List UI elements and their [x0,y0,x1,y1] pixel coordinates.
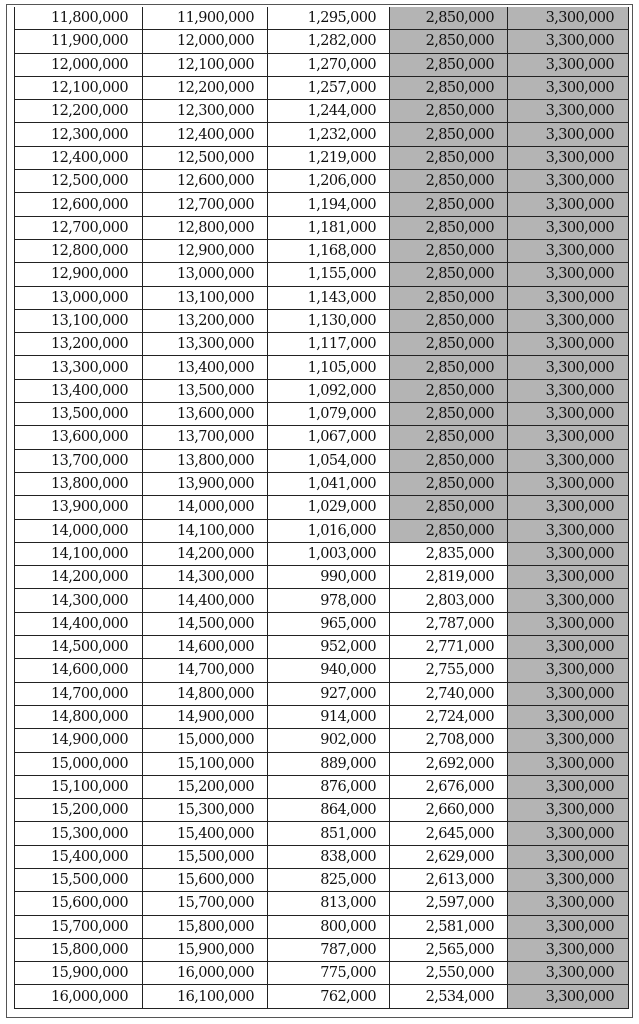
table-cell: 2,850,000 [390,146,508,169]
table-cell: 2,850,000 [390,239,508,262]
table-cell: 1,282,000 [268,30,390,53]
table-row [15,216,629,239]
table-row [15,799,629,822]
table-cell: 3,300,000 [508,915,629,938]
table-cell: 990,000 [268,566,390,589]
table-cell: 3,300,000 [508,356,629,379]
table-row [15,403,629,426]
table-cell: 12,700,000 [143,193,268,216]
table-cell: 15,900,000 [143,938,268,961]
table-cell: 1,016,000 [268,519,390,542]
table-cell: 12,400,000 [143,123,268,146]
table-cell: 13,900,000 [143,472,268,495]
table-cell: 13,200,000 [143,309,268,332]
table-cell: 14,200,000 [143,542,268,565]
table-cell: 14,500,000 [143,612,268,635]
table-row [15,30,629,53]
table-cell: 14,300,000 [15,589,143,612]
table-cell: 13,000,000 [15,286,143,309]
table-cell: 927,000 [268,682,390,705]
table-row [15,100,629,123]
table-row [15,309,629,332]
table-cell: 3,300,000 [508,100,629,123]
table-cell: 15,000,000 [15,752,143,775]
table-cell: 2,740,000 [390,682,508,705]
table-cell: 13,300,000 [143,333,268,356]
table-row [15,845,629,868]
table-row [15,705,629,728]
table-row [15,7,629,30]
table-cell: 3,300,000 [508,426,629,449]
table-cell: 1,092,000 [268,379,390,402]
table-cell: 1,219,000 [268,146,390,169]
table-cell: 14,400,000 [15,612,143,635]
table-cell: 1,130,000 [268,309,390,332]
table-cell: 2,597,000 [390,892,508,915]
table-cell: 12,200,000 [15,100,143,123]
table-cell: 11,800,000 [15,7,143,30]
table-cell: 14,100,000 [143,519,268,542]
table-cell: 2,803,000 [390,589,508,612]
table-cell: 3,300,000 [508,962,629,985]
table-row [15,892,629,915]
table-cell: 3,300,000 [508,170,629,193]
table-row [15,752,629,775]
table-cell: 2,660,000 [390,799,508,822]
table-row [15,915,629,938]
table-row [15,170,629,193]
table-cell: 13,700,000 [143,426,268,449]
table-cell: 12,800,000 [15,239,143,262]
table-cell: 14,800,000 [15,705,143,728]
table-cell: 16,000,000 [15,985,143,1008]
table-cell: 3,300,000 [508,496,629,519]
table-row [15,472,629,495]
table-row [15,589,629,612]
table-cell: 15,100,000 [15,775,143,798]
table-cell: 3,300,000 [508,729,629,752]
table-cell: 12,100,000 [15,76,143,99]
table-cell: 12,700,000 [15,216,143,239]
table-cell: 13,800,000 [15,472,143,495]
table-cell: 2,850,000 [390,519,508,542]
table-cell: 13,800,000 [143,449,268,472]
table-cell: 15,100,000 [143,752,268,775]
table-row [15,938,629,961]
table-cell: 15,200,000 [15,799,143,822]
table-cell: 2,850,000 [390,216,508,239]
table-cell: 3,300,000 [508,519,629,542]
table-cell: 800,000 [268,915,390,938]
table-cell: 762,000 [268,985,390,1008]
table-cell: 1,105,000 [268,356,390,379]
table-cell: 15,900,000 [15,962,143,985]
table-cell: 1,257,000 [268,76,390,99]
table-cell: 2,850,000 [390,426,508,449]
table-row [15,962,629,985]
table-cell: 13,300,000 [15,356,143,379]
table-cell: 12,600,000 [15,193,143,216]
table-cell: 2,787,000 [390,612,508,635]
table-cell: 2,629,000 [390,845,508,868]
table-cell: 2,565,000 [390,938,508,961]
table-cell: 3,300,000 [508,7,629,30]
table-cell: 3,300,000 [508,752,629,775]
table-cell: 2,850,000 [390,286,508,309]
table-cell: 15,300,000 [15,822,143,845]
table-cell: 3,300,000 [508,76,629,99]
table-cell: 2,835,000 [390,542,508,565]
table-cell: 2,850,000 [390,472,508,495]
table-cell: 3,300,000 [508,938,629,961]
table-cell: 3,300,000 [508,822,629,845]
table-cell: 12,500,000 [143,146,268,169]
table-row [15,659,629,682]
table-cell: 914,000 [268,705,390,728]
table-row [15,636,629,659]
table-cell: 12,100,000 [143,53,268,76]
table-cell: 1,155,000 [268,263,390,286]
table-cell: 14,900,000 [15,729,143,752]
table-row [15,985,629,1008]
table-row [15,123,629,146]
table-cell: 12,300,000 [143,100,268,123]
table-row [15,286,629,309]
table-cell: 14,500,000 [15,636,143,659]
table-cell: 11,900,000 [143,7,268,30]
table-row [15,263,629,286]
table-cell: 15,700,000 [143,892,268,915]
table-row [15,868,629,891]
table-row [15,379,629,402]
table-row [15,53,629,76]
table-cell: 3,300,000 [508,659,629,682]
table-cell: 3,300,000 [508,542,629,565]
table-cell: 3,300,000 [508,30,629,53]
table-cell: 13,200,000 [15,333,143,356]
table-cell: 3,300,000 [508,705,629,728]
table-cell: 13,000,000 [143,263,268,286]
table-cell: 1,054,000 [268,449,390,472]
table-cell: 15,500,000 [15,868,143,891]
table-cell: 1,029,000 [268,496,390,519]
table-cell: 14,100,000 [15,542,143,565]
table-cell: 3,300,000 [508,775,629,798]
table-cell: 15,600,000 [15,892,143,915]
table-cell: 13,500,000 [143,379,268,402]
table-cell: 3,300,000 [508,472,629,495]
table-cell: 940,000 [268,659,390,682]
table-cell: 2,850,000 [390,53,508,76]
table-cell: 2,724,000 [390,705,508,728]
table-row [15,519,629,542]
table-cell: 3,300,000 [508,892,629,915]
table-row [15,333,629,356]
table-cell: 825,000 [268,868,390,891]
table-cell: 12,000,000 [15,53,143,76]
table-row [15,356,629,379]
table-cell: 978,000 [268,589,390,612]
table-cell: 14,700,000 [143,659,268,682]
data-table [14,7,629,1009]
table-cell: 2,850,000 [390,30,508,53]
table-cell: 3,300,000 [508,636,629,659]
table-cell: 12,300,000 [15,123,143,146]
table-row [15,193,629,216]
table-cell: 1,117,000 [268,333,390,356]
table-cell: 16,000,000 [143,962,268,985]
table-cell: 16,100,000 [143,985,268,1008]
table-cell: 1,244,000 [268,100,390,123]
table-cell: 14,600,000 [15,659,143,682]
table-cell: 13,600,000 [15,426,143,449]
table-cell: 3,300,000 [508,403,629,426]
table-cell: 2,819,000 [390,566,508,589]
table-cell: 14,300,000 [143,566,268,589]
table-cell: 1,181,000 [268,216,390,239]
table-cell: 3,300,000 [508,449,629,472]
table-cell: 838,000 [268,845,390,868]
table-cell: 2,850,000 [390,309,508,332]
table-cell: 2,850,000 [390,496,508,519]
table-cell: 3,300,000 [508,123,629,146]
table-cell: 12,800,000 [143,216,268,239]
table-cell: 14,000,000 [15,519,143,542]
table-cell: 13,600,000 [143,403,268,426]
table-cell: 3,300,000 [508,53,629,76]
table-cell: 14,800,000 [143,682,268,705]
table-cell: 15,700,000 [15,915,143,938]
table-cell: 3,300,000 [508,612,629,635]
table-cell: 3,300,000 [508,309,629,332]
table-cell: 3,300,000 [508,379,629,402]
table-row [15,612,629,635]
table-cell: 902,000 [268,729,390,752]
table-cell: 1,067,000 [268,426,390,449]
table-cell: 13,500,000 [15,403,143,426]
table-cell: 13,900,000 [15,496,143,519]
table-row [15,682,629,705]
table-cell: 2,550,000 [390,962,508,985]
table-row [15,822,629,845]
table-cell: 3,300,000 [508,216,629,239]
table-body [15,7,629,1008]
table-cell: 13,100,000 [143,286,268,309]
table-cell: 15,400,000 [15,845,143,868]
table-cell: 13,400,000 [143,356,268,379]
table-cell: 775,000 [268,962,390,985]
table-cell: 14,700,000 [15,682,143,705]
table-cell: 851,000 [268,822,390,845]
table-row [15,566,629,589]
table-cell: 2,850,000 [390,76,508,99]
table-cell: 3,300,000 [508,985,629,1008]
table-cell: 2,850,000 [390,100,508,123]
table-cell: 13,100,000 [15,309,143,332]
table-cell: 1,168,000 [268,239,390,262]
table-cell: 1,295,000 [268,7,390,30]
table-cell: 2,613,000 [390,868,508,891]
table-cell: 13,700,000 [15,449,143,472]
table-cell: 965,000 [268,612,390,635]
table-row [15,426,629,449]
table-row [15,146,629,169]
table-cell: 2,850,000 [390,356,508,379]
table-row [15,729,629,752]
table-cell: 889,000 [268,752,390,775]
table-cell: 14,000,000 [143,496,268,519]
table-cell: 14,400,000 [143,589,268,612]
table-cell: 3,300,000 [508,845,629,868]
table-cell: 11,900,000 [15,30,143,53]
table-row [15,449,629,472]
table-cell: 2,755,000 [390,659,508,682]
table-cell: 1,194,000 [268,193,390,216]
table-cell: 3,300,000 [508,333,629,356]
table-row [15,775,629,798]
table-cell: 15,800,000 [15,938,143,961]
table-cell: 15,200,000 [143,775,268,798]
table-cell: 2,850,000 [390,379,508,402]
table-cell: 2,534,000 [390,985,508,1008]
table-cell: 2,850,000 [390,123,508,146]
table-cell: 2,850,000 [390,403,508,426]
table-cell: 13,400,000 [15,379,143,402]
table-cell: 14,600,000 [143,636,268,659]
table-cell: 2,581,000 [390,915,508,938]
table-cell: 2,771,000 [390,636,508,659]
table-cell: 2,676,000 [390,775,508,798]
table-cell: 3,300,000 [508,193,629,216]
table-cell: 12,000,000 [143,30,268,53]
table-cell: 3,300,000 [508,286,629,309]
table-cell: 1,270,000 [268,53,390,76]
table-cell: 2,850,000 [390,449,508,472]
table-cell: 3,300,000 [508,682,629,705]
table-cell: 15,800,000 [143,915,268,938]
table-cell: 2,692,000 [390,752,508,775]
table-cell: 3,300,000 [508,263,629,286]
table-cell: 1,003,000 [268,542,390,565]
table-row [15,542,629,565]
table-cell: 2,850,000 [390,7,508,30]
table-cell: 1,079,000 [268,403,390,426]
table-cell: 1,232,000 [268,123,390,146]
table-row [15,239,629,262]
table-cell: 2,645,000 [390,822,508,845]
table-row [15,76,629,99]
table-cell: 3,300,000 [508,566,629,589]
table-cell: 15,300,000 [143,799,268,822]
table-cell: 787,000 [268,938,390,961]
table-cell: 1,206,000 [268,170,390,193]
table-cell: 2,850,000 [390,170,508,193]
table-cell: 15,400,000 [143,822,268,845]
table-cell: 3,300,000 [508,146,629,169]
table-cell: 3,300,000 [508,799,629,822]
table-cell: 3,300,000 [508,868,629,891]
table-cell: 813,000 [268,892,390,915]
table-cell: 2,708,000 [390,729,508,752]
table-cell: 952,000 [268,636,390,659]
table-cell: 14,200,000 [15,566,143,589]
table-cell: 2,850,000 [390,333,508,356]
table-cell: 15,500,000 [143,845,268,868]
table-cell: 12,900,000 [143,239,268,262]
table-cell: 12,600,000 [143,170,268,193]
table-cell: 14,900,000 [143,705,268,728]
table-cell: 12,500,000 [15,170,143,193]
table-cell: 1,143,000 [268,286,390,309]
table-cell: 3,300,000 [508,589,629,612]
table-cell: 2,850,000 [390,263,508,286]
table-cell: 15,000,000 [143,729,268,752]
table-cell: 15,600,000 [143,868,268,891]
table-cell: 12,200,000 [143,76,268,99]
table-cell: 876,000 [268,775,390,798]
table-cell: 864,000 [268,799,390,822]
table-row [15,496,629,519]
table-cell: 12,400,000 [15,146,143,169]
table-cell: 1,041,000 [268,472,390,495]
table-cell: 2,850,000 [390,193,508,216]
table-cell: 12,900,000 [15,263,143,286]
table-cell: 3,300,000 [508,239,629,262]
